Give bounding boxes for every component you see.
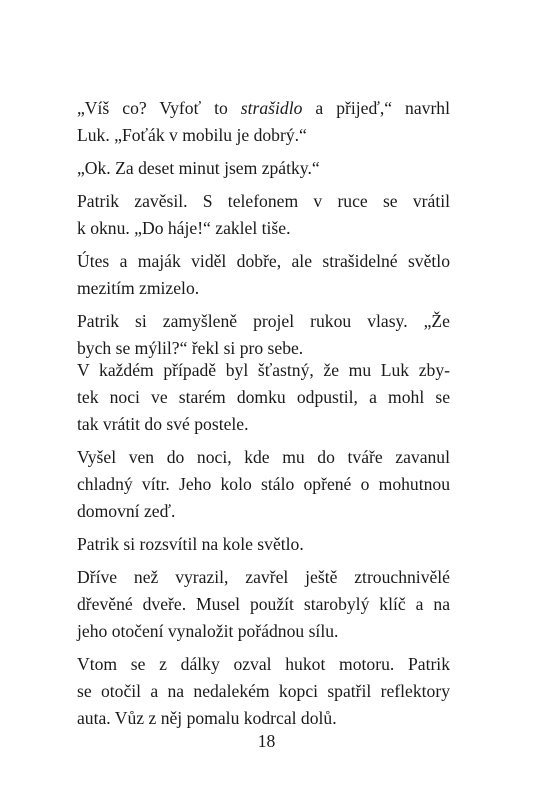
text-line: domovní zeď. bbox=[77, 501, 176, 521]
text-line: chladný vítr. Jeho kolo stálo opřené o mohutnou bbox=[77, 474, 450, 494]
italic-word: strašidlo bbox=[240, 98, 303, 118]
text-line: Dříve než vyrazil, zavřel ještě ztrouchnivělé bbox=[77, 567, 450, 587]
text-line: V každém případě byl šťastný, že mu Luk zby- bbox=[77, 360, 450, 380]
text-line: Vyšel ven do noci, kde mu do tváře zavanul bbox=[77, 447, 450, 467]
text-run: „Víš co? Vyfoť to bbox=[77, 98, 241, 118]
text-line: se otočil a na nedalekém kopci spatřil reflektory bbox=[77, 681, 450, 701]
paragraph bbox=[77, 357, 450, 438]
text-line: bych se mýlil?“ řekl si pro sebe. bbox=[77, 338, 304, 358]
text-line: Útes a maják viděl dobře, ale strašidelné světlo bbox=[77, 251, 450, 271]
text-section-2 bbox=[77, 357, 450, 738]
text-line: dřevěné dveře. Musel použít starobylý klíč a na bbox=[77, 594, 450, 614]
paragraph bbox=[77, 155, 450, 182]
paragraph bbox=[77, 188, 450, 242]
text-line: Vtom se z dálky ozval hukot motoru. Patrik bbox=[77, 654, 450, 674]
text-line bbox=[77, 95, 450, 122]
text-line: tek noci ve starém domku odpustil, a mohl se bbox=[77, 387, 450, 407]
paragraph bbox=[77, 95, 450, 149]
paragraph bbox=[77, 651, 450, 732]
text-line: Patrik zavěsil. S telefonem v ruce se vrátil bbox=[77, 191, 450, 211]
text-line: jeho otočení vynaložit pořádnou sílu. bbox=[77, 621, 339, 641]
paragraph bbox=[77, 308, 450, 362]
paragraph bbox=[77, 248, 450, 302]
page-number: 18 bbox=[257, 731, 276, 751]
text-line: mezitím zmizelo. bbox=[77, 278, 200, 298]
paragraph bbox=[77, 444, 450, 525]
text-section-1 bbox=[77, 95, 450, 368]
text-run: a přijeď,“ navrhl bbox=[302, 98, 450, 118]
text-line: Patrik si rozsvítil na kole světlo. bbox=[77, 534, 304, 554]
text-line: auta. Vůz z něj pomalu kodrcal dolů. bbox=[77, 708, 337, 728]
text-line: Patrik si zamyšleně projel rukou vlasy. „Že bbox=[77, 311, 450, 331]
text-line: „Ok. Za deset minut jsem zpátky.“ bbox=[77, 158, 320, 178]
text-line: k oknu. „Do háje!“ zaklel tiše. bbox=[77, 218, 291, 238]
paragraph bbox=[77, 531, 450, 558]
paragraph bbox=[77, 564, 450, 645]
text-line: tak vrátit do své postele. bbox=[77, 414, 249, 434]
text-line: Luk. „Foťák v mobilu je dobrý.“ bbox=[77, 125, 307, 145]
